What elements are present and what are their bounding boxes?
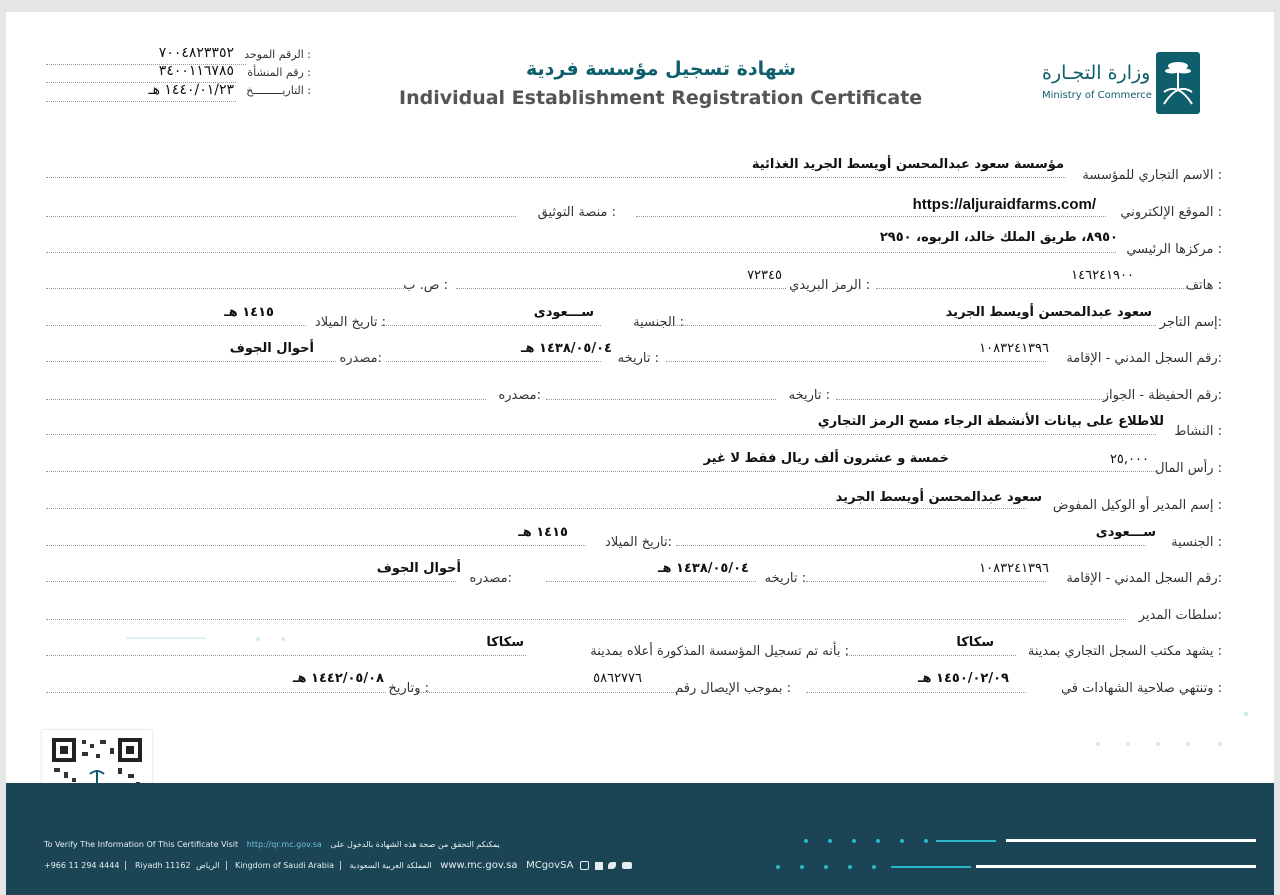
mgr-civil-date-label: تاريخه :	[764, 571, 806, 586]
hq-value: ٨٩٥٠، طريق الملك خالد، الربوه، ٢٩٥٠	[879, 230, 1118, 245]
facebook-icon[interactable]	[595, 862, 603, 870]
merchant-label: إسم التاجر:	[1159, 315, 1222, 330]
mgr-nationality-value: ســـعودى	[1095, 525, 1156, 540]
footer-riyadh-en: Riyadh 11162	[134, 861, 191, 870]
phone-label: هاتف :	[1185, 278, 1222, 293]
source-label: مصدره:	[339, 351, 382, 366]
activity-label: النشاط :	[1174, 424, 1222, 439]
registered-city: سكاكا	[486, 635, 524, 650]
birth-value: ١٤١٥ هـ	[224, 305, 274, 320]
mgr-source-label: مصدره:	[469, 571, 512, 586]
merchant-value: سعود عبدالمحسن أويسط الجريد	[945, 305, 1152, 320]
verify-link[interactable]: http://qr.mc.gov.sa	[246, 840, 322, 849]
trade-name-value: مؤسسة سعود عبدالمحسن أويسط الجريد الغذائية	[751, 157, 1064, 172]
postal-label: الرمز البريدي :	[789, 278, 870, 293]
date-value: ١٤٤٠/٠١/٢٣ هـ	[148, 82, 234, 98]
nationality-label: الجنسية :	[633, 315, 684, 330]
civil-date-value: ١٤٣٨/٠٥/٠٤ هـ	[521, 341, 612, 356]
issue-date-label: وتاريخ :	[388, 681, 429, 696]
mgr-civil-date-value: ١٤٣٨/٠٥/٠٤ هـ	[658, 561, 749, 576]
ministry-name-en: Ministry of Commerce	[1042, 90, 1152, 101]
expiry-label: وتنتهي صلاحية الشهادات في :	[1060, 681, 1222, 696]
hq-label: مركزها الرئيسي :	[1126, 242, 1222, 257]
establishment-no-value: ٣٤٠٠١١٦٧٨٥	[158, 63, 234, 79]
trade-name-label: الاسم التجاري للمؤسسة :	[1082, 168, 1222, 183]
phone-value: ١٤٦٢٤١٩٠٠	[1071, 268, 1134, 283]
source-value: أحوال الجوف	[229, 341, 314, 356]
footer	[6, 783, 1274, 895]
receipt-value: ٥٨٦٢٧٧٦	[593, 671, 642, 686]
auth-platform-label: منصة التوثيق :	[537, 205, 616, 220]
family-source-label: مصدره:	[498, 388, 541, 403]
establishment-no-label: رقم المنشأة :	[247, 66, 311, 79]
manager-label: إسم المدير أو الوكيل المفوض :	[1052, 498, 1222, 513]
certificate	[6, 12, 1274, 895]
nationality-value: ســـعودى	[533, 305, 594, 320]
youtube-icon[interactable]	[622, 862, 632, 869]
ministry-name-ar: وزارة التجـارة	[1042, 62, 1151, 84]
title-arabic: شهادة تسجيل مؤسسة فردية	[526, 58, 796, 80]
issue-date-value: ١٤٤٢/٠٥/٠٨ هـ	[293, 671, 384, 686]
website-label: الموقع الإلكتروني :	[1120, 205, 1222, 220]
title-english: Individual Establishment Registration Certificate	[399, 87, 923, 109]
civil-value: ١٠٨٣٢٤١٣٩٦	[979, 341, 1049, 356]
mgr-civil-label: رقم السجل المدني - الإقامة:	[1066, 571, 1222, 586]
registered-label: بأنه تم تسجيل المؤسسة المذكورة أعلاه بمدينة :	[590, 644, 849, 659]
capital-words: خمسة و عشرون ألف ريال فقط لا غير	[703, 451, 949, 466]
footer-phone: +966 11 294 4444	[44, 861, 120, 870]
expiry-value: ١٤٥٠/٠٢/٠٩ هـ	[918, 671, 1009, 686]
civil-label: رقم السجل المدني - الإقامة:	[1066, 351, 1222, 366]
instagram-icon[interactable]	[580, 861, 589, 870]
manager-value: سعود عبدالمحسن أويسط الجريد	[835, 490, 1042, 505]
mgr-birth-value: ١٤١٥ هـ	[518, 525, 568, 540]
mgr-nationality-label: الجنسية :	[1171, 535, 1222, 550]
pobox-label: ص. ب :	[403, 278, 448, 293]
receipt-label: بموجب الإيصال رقم :	[675, 681, 791, 696]
capital-label: رأس المال :	[1155, 461, 1222, 476]
capital-value: ٢٥,٠٠٠	[1109, 452, 1149, 467]
powers-label: سلطات المدير:	[1138, 608, 1222, 623]
birth-label: تاريخ الميلاد :	[314, 315, 386, 330]
activity-value: للاطلاع على بيانات الأنشطة الرجاء مسح الرمز التجاري	[817, 414, 1164, 429]
unified-no-label: الرقم الموحد :	[244, 48, 311, 61]
mgr-civil-value: ١٠٨٣٢٤١٣٩٦	[979, 561, 1049, 576]
footer-ksa-ar: المملكة العربية السعودية	[349, 861, 432, 870]
verify-text-en: To Verify The Information Of This Certificate Visit	[44, 840, 239, 849]
unified-no-value: ٧٠٠٤٨٢٣٣٥٢	[158, 45, 234, 61]
office-city: سكاكا	[956, 635, 994, 650]
date-label: التاريـــــــــخ :	[246, 84, 311, 97]
mgr-birth-label: تاريخ الميلاد:	[605, 535, 672, 550]
footer-riyadh-ar: الرياض	[196, 861, 220, 870]
ministry-emblem-icon	[1156, 52, 1200, 114]
family-date-label: تاريخه :	[788, 388, 830, 403]
verify-text-ar: يمكنكم التحقق من صحة هذه الشهادة بالدخول على	[330, 840, 500, 849]
family-card-label: رقم الحفيظة - الجواز:	[1102, 388, 1222, 403]
footer-ksa-en: Kingdom of Saudi Arabia	[235, 861, 334, 870]
footer-website[interactable]: www.mc.gov.sa	[440, 860, 518, 871]
office-label: يشهد مكتب السجل التجاري بمدينة :	[1027, 644, 1222, 659]
website-value[interactable]: https://aljuraidfarms.com/	[912, 196, 1096, 213]
mgr-source-value: أحوال الجوف	[376, 561, 461, 576]
postal-value: ٧٢٣٤٥	[747, 268, 782, 283]
twitter-icon[interactable]	[608, 862, 616, 869]
footer-social[interactable]: MCgovSA	[526, 860, 574, 871]
civil-date-label: تاريخه :	[617, 351, 659, 366]
